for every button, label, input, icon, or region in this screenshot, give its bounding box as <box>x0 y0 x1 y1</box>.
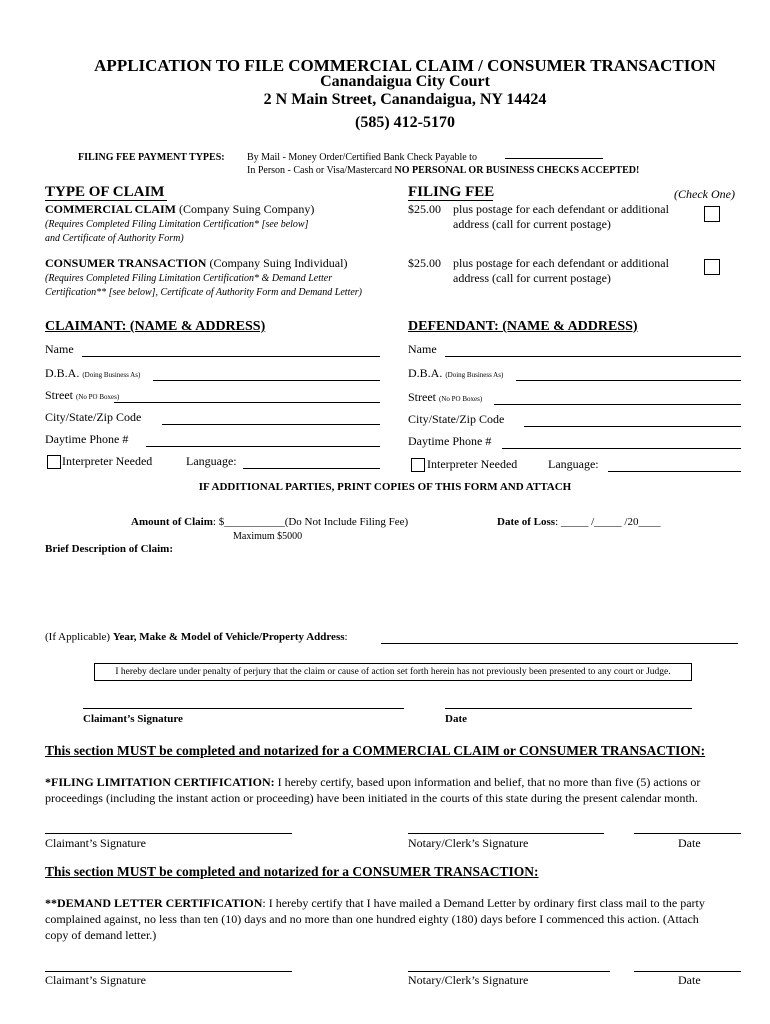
claimant-heading: CLAIMANT: (NAME & ADDRESS) <box>45 319 266 334</box>
section1-notary-signature-label: Notary/Clerk’s Signature <box>408 836 529 850</box>
claimant-dba-label: D.B.A. (Doing Business As) <box>45 366 141 380</box>
claimant-phone-label: Daytime Phone # <box>45 432 129 446</box>
section1-date-label: Date <box>678 836 701 850</box>
commercial-note: (Requires Completed Filing Limitation Certification* [see below] <box>45 219 309 230</box>
claimant-city-label: City/State/Zip Code <box>45 410 142 424</box>
section2-claimant-signature-label: Claimant’s Signature <box>45 973 146 987</box>
form-title: APPLICATION TO FILE COMMERCIAL CLAIM / CONSUMER TRANSACTION <box>94 56 716 75</box>
consumer-transaction-checkbox[interactable] <box>704 259 720 275</box>
filing-limitation-certification: *FILING LIMITATION CERTIFICATION: I hereby certify, based upon information and belief, that no more than five (5) actions or <box>45 775 701 789</box>
defendant-city-label: City/State/Zip Code <box>408 412 505 426</box>
payment-label: FILING FEE PAYMENT TYPES: <box>78 152 225 163</box>
defendant-street-field[interactable] <box>494 404 741 405</box>
claimant-name-label: Name <box>45 342 74 356</box>
check-one-label: (Check One) <box>674 187 735 201</box>
section2-claimant-signature-line[interactable] <box>45 971 292 972</box>
defendant-language-label: Language: <box>548 457 599 471</box>
description-label: Brief Description of Claim: <box>45 543 173 555</box>
section2-notary-signature-label: Notary/Clerk’s Signature <box>408 973 529 987</box>
defendant-phone-label: Daytime Phone # <box>408 434 492 448</box>
type-of-claim-heading: TYPE OF CLAIM <box>45 184 165 200</box>
section2-notary-signature-line[interactable] <box>408 971 610 972</box>
defendant-phone-field[interactable] <box>502 448 741 449</box>
section2-date-label: Date <box>678 973 701 987</box>
consumer-fee: $25.00 <box>408 256 441 270</box>
claimant-signature-line[interactable] <box>83 708 404 709</box>
commercial-fee: $25.00 <box>408 202 441 216</box>
payment-in-person: In Person - Cash or Visa/Mastercard NO PERSONAL OR BUSINESS CHECKS ACCEPTED! <box>247 165 640 176</box>
defendant-dba-field[interactable] <box>516 380 741 381</box>
claimant-language-label: Language: <box>186 454 237 468</box>
consumer-transaction-title: CONSUMER TRANSACTION (Company Suing Individual) <box>45 256 348 270</box>
commercial-fee-note: plus postage for each defendant or additional <box>453 202 669 216</box>
claimant-language-field[interactable] <box>243 468 380 469</box>
demand-letter-text: complained against, no less than ten (10) days and no more than one hundred eighty (180) days before I commenced this action. (Attach <box>45 912 699 926</box>
amount-of-claim[interactable]: Amount of Claim: $___________(Do Not Include Filing Fee) <box>131 516 409 528</box>
commercial-fee-note: address (call for current postage) <box>453 217 611 231</box>
claimant-signature-label: Claimant’s Signature <box>83 713 183 725</box>
additional-parties-note: IF ADDITIONAL PARTIES, PRINT COPIES OF THIS FORM AND ATTACH <box>198 481 572 493</box>
claimant-interpreter-checkbox[interactable] <box>47 455 61 469</box>
claimant-dba-field[interactable] <box>153 380 380 381</box>
heading-underline <box>408 200 493 201</box>
demand-letter-text: copy of demand letter.) <box>45 928 157 942</box>
defendant-name-field[interactable] <box>445 356 741 357</box>
claimant-street-label: Street (No PO Boxes) <box>45 388 120 402</box>
section1-claimant-signature-line[interactable] <box>45 833 292 834</box>
filing-limitation-text: proceedings (including the instant action or proceeding) have been initiated in the courts of this state during the present calendar month. <box>45 791 698 805</box>
vehicle-field[interactable] <box>381 643 738 644</box>
court-phone: (585) 412-5170 <box>355 114 455 131</box>
court-address: 2 N Main Street, Canandaigua, NY 14424 <box>263 91 547 108</box>
perjury-declaration: I hereby declare under penalty of perjury that the claim or cause of action set forth herein has not previously been presented to any court or Judge. <box>94 663 692 681</box>
description-area[interactable] <box>45 560 745 620</box>
payable-to-line[interactable] <box>505 158 603 159</box>
defendant-language-field[interactable] <box>608 471 741 472</box>
filing-fee-heading: FILING FEE <box>408 184 495 200</box>
vehicle-label: (If Applicable) Year, Make & Model of Vehicle/Property Address: <box>45 631 348 643</box>
consumer-note: (Requires Completed Filing Limitation Certification* & Demand Letter <box>45 273 333 284</box>
commercial-note: and Certificate of Authority Form) <box>45 233 184 244</box>
claimant-city-field[interactable] <box>162 424 380 425</box>
claimant-name-field[interactable] <box>82 356 380 357</box>
consumer-note: Certification** [see below], Certificate of Authority Form and Demand Letter) <box>45 287 363 298</box>
date-of-loss[interactable]: Date of Loss: _____ /_____ /20____ <box>497 516 661 528</box>
defendant-dba-label: D.B.A. (Doing Business As) <box>408 366 504 380</box>
claimant-phone-field[interactable] <box>146 446 380 447</box>
section1-date-line[interactable] <box>634 833 741 834</box>
demand-letter-certification: **DEMAND LETTER CERTIFICATION: I hereby certify that I have mailed a Demand Letter by ordinary first class mail to the party <box>45 896 705 910</box>
section2-date-line[interactable] <box>634 971 741 972</box>
consumer-fee-note: address (call for current postage) <box>453 271 611 285</box>
claimant-street-field[interactable] <box>114 402 380 403</box>
commercial-claim-title: COMMERCIAL CLAIM (Company Suing Company) <box>45 202 315 216</box>
court-name: Canandaigua City Court <box>320 73 490 90</box>
defendant-interpreter-checkbox[interactable] <box>411 458 425 472</box>
defendant-city-field[interactable] <box>524 426 741 427</box>
claimant-interpreter-label: Interpreter Needed <box>62 454 153 468</box>
consumer-fee-note: plus postage for each defendant or additional <box>453 256 669 270</box>
date-label: Date <box>445 713 467 725</box>
date-line[interactable] <box>445 708 692 709</box>
section1-claimant-signature-label: Claimant’s Signature <box>45 836 146 850</box>
defendant-interpreter-label: Interpreter Needed <box>427 457 518 471</box>
commercial-claim-checkbox[interactable] <box>704 206 720 222</box>
section1-heading: This section MUST be completed and notarized for a COMMERCIAL CLAIM or CONSUMER TRANSACTION: <box>45 743 706 758</box>
defendant-heading: DEFENDANT: (NAME & ADDRESS) <box>408 319 638 334</box>
section2-heading: This section MUST be completed and notarized for a CONSUMER TRANSACTION: <box>45 864 539 879</box>
defendant-name-label: Name <box>408 342 437 356</box>
payment-mail: By Mail - Money Order/Certified Bank Check Payable to <box>247 152 477 163</box>
heading-underline <box>45 200 167 201</box>
maximum-note: Maximum $5000 <box>233 531 303 542</box>
section1-notary-signature-line[interactable] <box>408 833 604 834</box>
defendant-street-label: Street (No PO Boxes) <box>408 390 483 404</box>
